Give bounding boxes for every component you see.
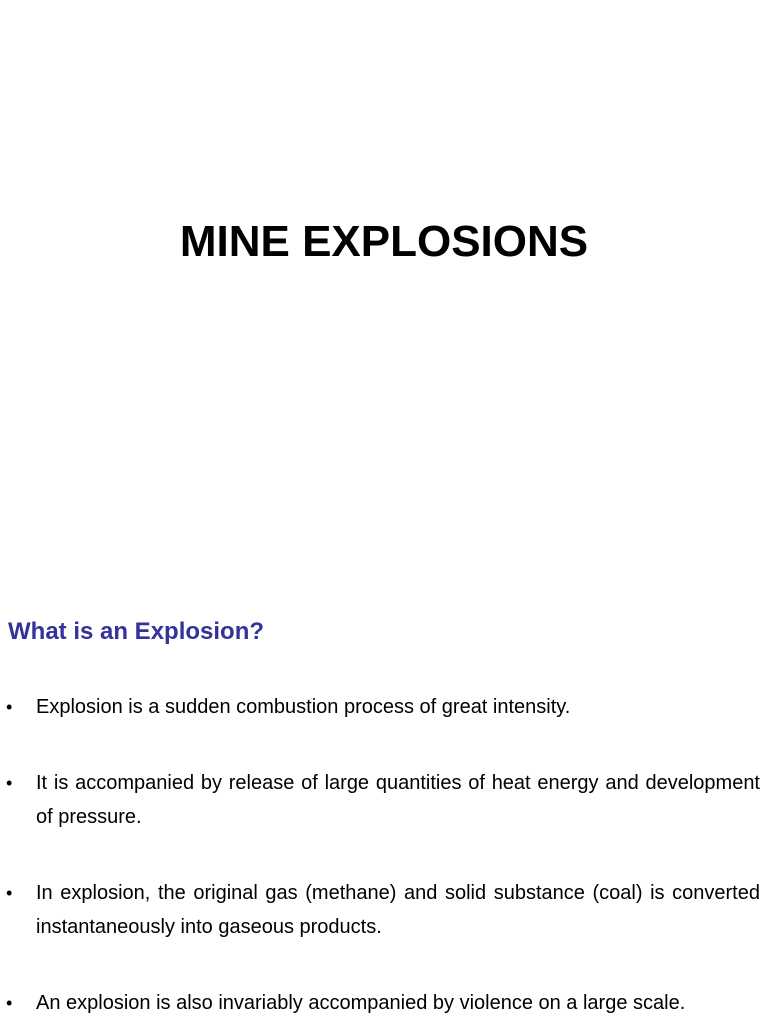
section-heading: What is an Explosion? [8, 618, 265, 645]
list-item [0, 690, 768, 724]
bullet-text: It is accompanied by release of large quantities of heat energy and development of pressure. [36, 772, 760, 828]
list-item [0, 986, 768, 1020]
bullet-text: An explosion is also invariably accompanied by violence on a large scale. [36, 992, 686, 1014]
bullet-list [0, 690, 768, 1020]
page-title: MINE EXPLOSIONS [179, 217, 589, 266]
list-item [0, 766, 768, 834]
bullet-icon: • [6, 773, 13, 793]
bullet-text: Explosion is a sudden combustion process of great intensity. [36, 696, 571, 718]
bullet-text: In explosion, the original gas (methane) and solid substance (coal) is converted instantaneously into gaseous products. [36, 882, 760, 938]
bullet-icon: • [6, 697, 13, 717]
bullet-icon: • [6, 993, 13, 1013]
bullet-icon: • [6, 883, 13, 903]
list-item [0, 876, 768, 944]
